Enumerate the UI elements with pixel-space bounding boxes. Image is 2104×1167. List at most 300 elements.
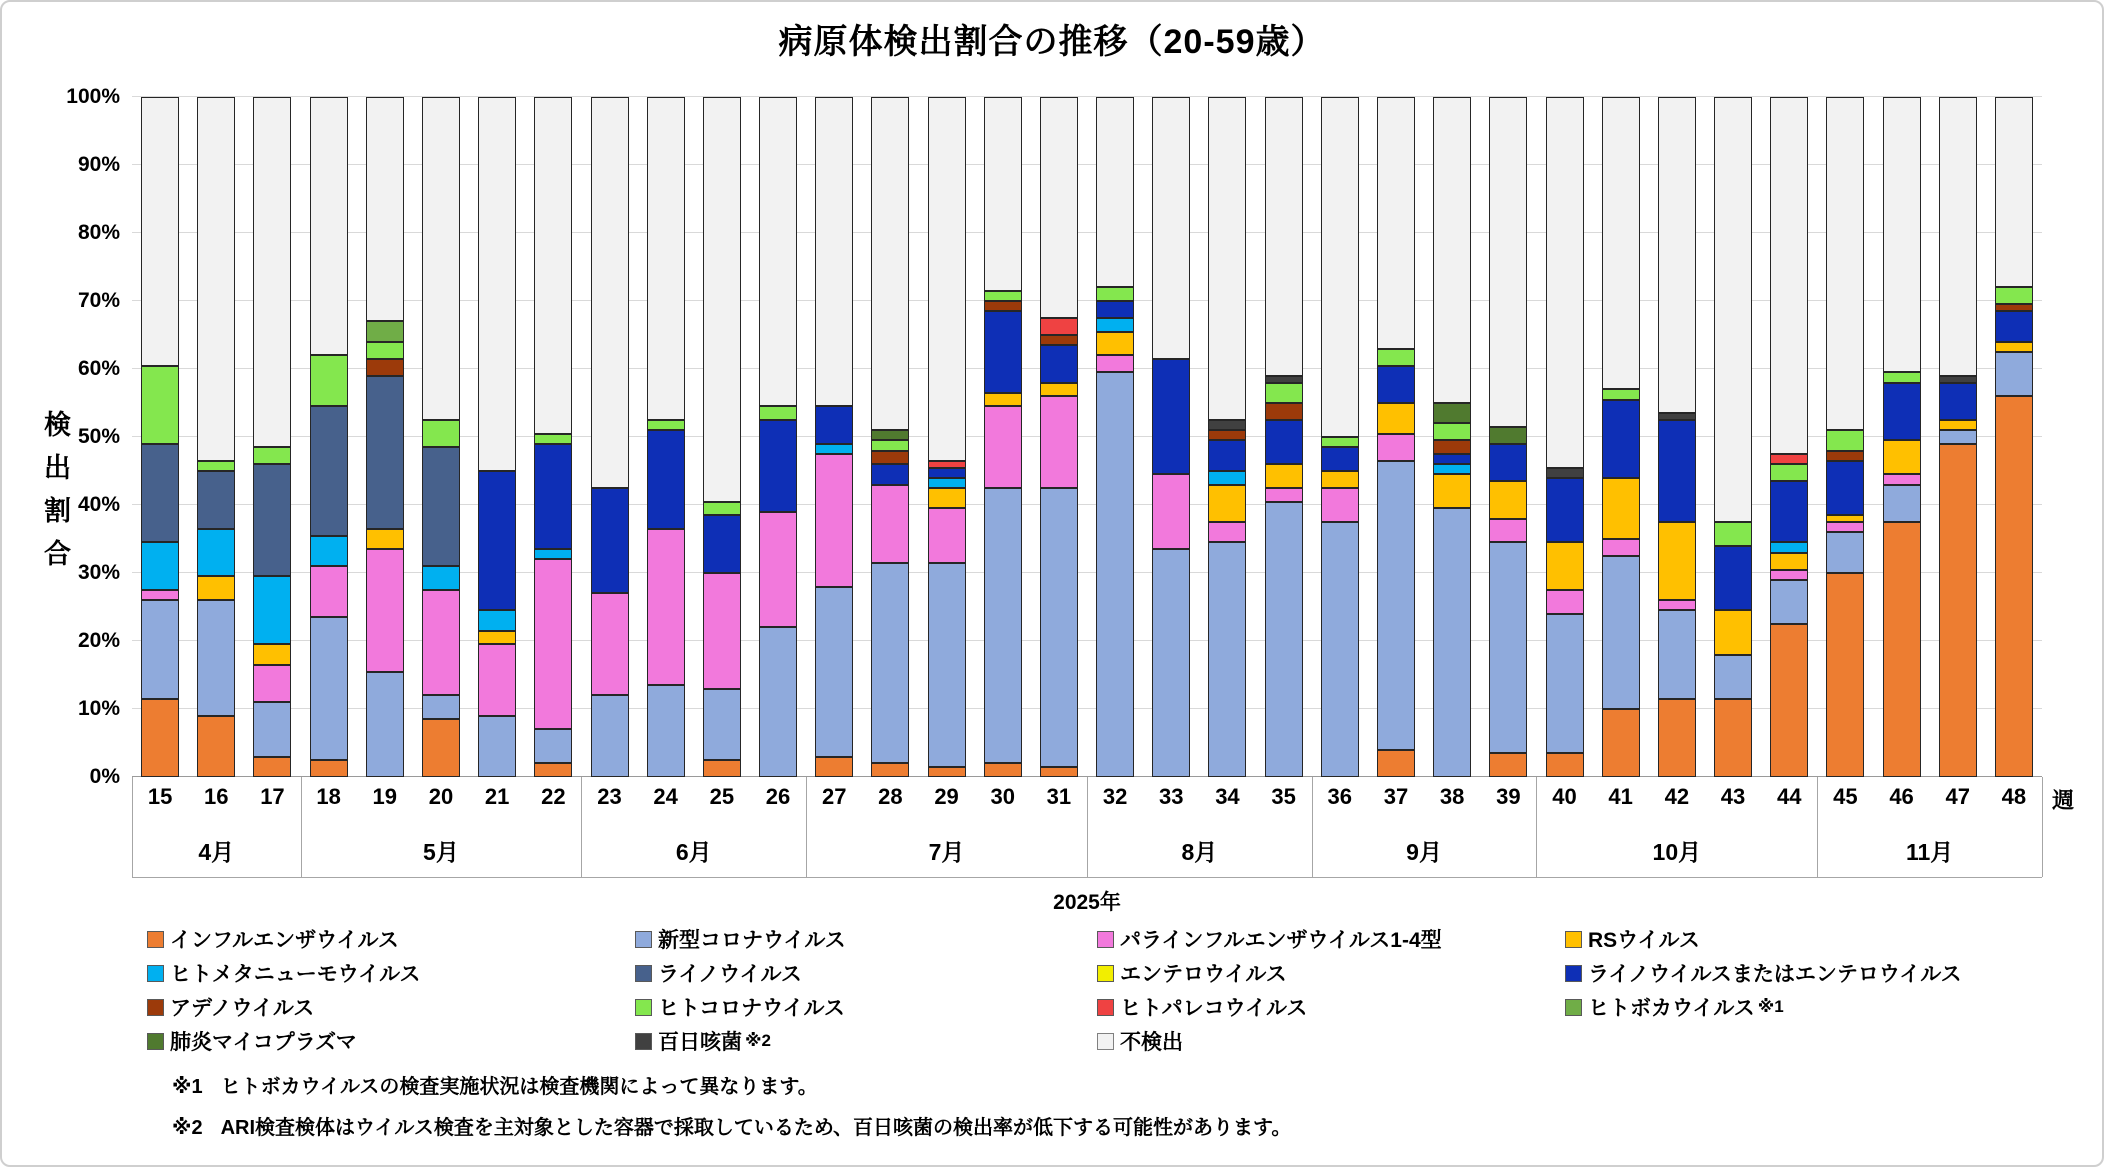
legend-swatch bbox=[1097, 965, 1114, 982]
segment-covid bbox=[422, 695, 460, 719]
segment-rsv bbox=[1433, 474, 1471, 508]
bar-week-31 bbox=[1040, 97, 1078, 777]
segment-rsv bbox=[1826, 515, 1864, 522]
segment-influenza bbox=[197, 716, 235, 777]
segment-not_detected bbox=[1377, 97, 1415, 349]
chart-title: 病原体検出割合の推移（20-59歳） bbox=[778, 23, 1326, 61]
legend-swatch bbox=[635, 965, 652, 982]
y-tick-30%: 30% bbox=[77, 561, 120, 584]
gridline-70 bbox=[132, 300, 2042, 301]
segment-rhino_or_entero bbox=[815, 406, 853, 443]
segment-hmpv bbox=[310, 536, 348, 567]
segment-parainfluenza bbox=[703, 573, 741, 689]
week-label-15: 15 bbox=[147, 784, 173, 809]
segment-bocavirus bbox=[366, 321, 404, 341]
legend-swatch bbox=[1097, 931, 1114, 948]
week-label-45: 45 bbox=[1833, 784, 1858, 809]
legend-item-14 bbox=[1097, 1024, 1565, 1058]
week-label-30: 30 bbox=[990, 784, 1015, 809]
segment-not_detected bbox=[1433, 97, 1471, 403]
week-label-46: 46 bbox=[1889, 784, 1914, 809]
month-separator bbox=[806, 777, 807, 877]
segment-parainfluenza bbox=[1321, 488, 1359, 522]
segment-parainfluenza bbox=[422, 590, 460, 695]
month-separator bbox=[1087, 777, 1088, 877]
week-label-43: 43 bbox=[1720, 784, 1746, 809]
week-label-31: 31 bbox=[1046, 784, 1072, 809]
segment-rhino_or_entero bbox=[1265, 420, 1303, 464]
segment-influenza bbox=[871, 763, 909, 777]
bar-week-36 bbox=[1321, 97, 1359, 777]
segment-not_detected bbox=[1995, 97, 2033, 287]
week-label-16: 16 bbox=[204, 784, 229, 809]
legend-label: 肺炎マイコプラズマ bbox=[170, 1031, 357, 1054]
month-label-11月: 11月 bbox=[1905, 839, 1954, 865]
segment-not_detected bbox=[1770, 97, 1808, 454]
segment-adenovirus bbox=[984, 301, 1022, 311]
segment-not_detected bbox=[1658, 97, 1696, 413]
segment-adenovirus bbox=[1826, 451, 1864, 461]
segment-hmpv bbox=[253, 576, 291, 644]
month-label-4月: 4月 bbox=[198, 839, 235, 865]
footnote-2-text: ARI検査検体はウイルス検査を主対象とした容器で採取しているため、百日咳菌の検出率が低下する可能性があります。 bbox=[220, 1117, 1292, 1139]
segment-covid bbox=[647, 685, 685, 777]
segment-covid bbox=[1096, 372, 1134, 777]
segment-not_detected bbox=[1883, 97, 1921, 372]
segment-hcov bbox=[1265, 383, 1303, 403]
y-tick-60%: 60% bbox=[77, 357, 120, 380]
bar-week-29 bbox=[928, 97, 966, 777]
segment-adenovirus bbox=[1208, 430, 1246, 440]
bar-week-19 bbox=[366, 97, 404, 777]
segment-rhino_or_entero bbox=[984, 311, 1022, 393]
segment-parainfluenza bbox=[534, 559, 572, 729]
segment-influenza bbox=[1826, 573, 1864, 777]
segment-not_detected bbox=[1152, 97, 1190, 359]
segment-parainfluenza bbox=[928, 508, 966, 562]
month-separator bbox=[132, 777, 133, 877]
segment-hmpv bbox=[1208, 471, 1246, 485]
week-label-40: 40 bbox=[1552, 784, 1577, 809]
segment-hmpv bbox=[534, 549, 572, 559]
segment-hcov bbox=[1377, 349, 1415, 366]
segment-rhino_or_entero bbox=[1208, 440, 1246, 471]
week-label-36: 36 bbox=[1327, 784, 1353, 809]
segment-hcov bbox=[703, 502, 741, 516]
segment-hcov bbox=[1826, 430, 1864, 450]
month-label-6月: 6月 bbox=[675, 839, 712, 865]
week-label-44: 44 bbox=[1776, 784, 1802, 809]
segment-influenza bbox=[1995, 396, 2033, 777]
segment-parainfluenza bbox=[759, 512, 797, 628]
segment-not_detected bbox=[703, 97, 741, 502]
segment-rsv bbox=[1714, 610, 1752, 654]
segment-rhino_or_entero bbox=[1995, 311, 2033, 342]
segment-parainfluenza bbox=[1546, 590, 1584, 614]
segment-covid bbox=[1770, 580, 1808, 624]
segment-parainfluenza bbox=[815, 454, 853, 587]
segment-hcov bbox=[1995, 287, 2033, 304]
legend-item-3 bbox=[1565, 922, 1962, 956]
month-separator bbox=[1817, 777, 1818, 877]
segment-parainfluenza bbox=[1770, 570, 1808, 580]
legend-label: インフルエンザウイルス bbox=[170, 929, 399, 952]
segment-rhino_or_entero bbox=[1883, 383, 1921, 441]
segment-mycoplasma bbox=[1433, 403, 1471, 423]
bar-week-35 bbox=[1265, 97, 1303, 777]
footnote-1 bbox=[172, 1070, 1291, 1099]
segment-rsv bbox=[928, 488, 966, 508]
week-label-24: 24 bbox=[653, 784, 678, 809]
segment-adenovirus bbox=[1995, 304, 2033, 311]
bar-week-44 bbox=[1770, 97, 1808, 777]
legend-item-5 bbox=[635, 956, 1097, 990]
segment-parainfluenza bbox=[871, 485, 909, 563]
segment-not_detected bbox=[478, 97, 516, 471]
segment-rsv bbox=[366, 529, 404, 549]
legend-sup: ※2 bbox=[745, 1031, 771, 1050]
month-separator bbox=[581, 777, 582, 877]
bar-week-42 bbox=[1658, 97, 1696, 777]
bar-week-18 bbox=[310, 97, 348, 777]
segment-rsv bbox=[253, 644, 291, 664]
segment-parainfluenza bbox=[310, 566, 348, 617]
segment-parainfluenza bbox=[1377, 434, 1415, 461]
bar-week-32 bbox=[1096, 97, 1134, 777]
segment-influenza bbox=[815, 757, 853, 777]
segment-hcov bbox=[1321, 437, 1359, 447]
segment-hcov bbox=[422, 420, 460, 447]
segment-hmpv bbox=[197, 529, 235, 577]
bar-week-39 bbox=[1489, 97, 1527, 777]
bar-week-16 bbox=[197, 97, 235, 777]
segment-not_detected bbox=[310, 97, 348, 355]
segment-parainfluenza bbox=[984, 406, 1022, 488]
legend-item-7 bbox=[1565, 956, 1962, 990]
segment-covid bbox=[1883, 485, 1921, 522]
bar-week-37 bbox=[1377, 97, 1415, 777]
segment-not_detected bbox=[1546, 97, 1584, 468]
segment-parainfluenza bbox=[253, 665, 291, 702]
segment-mycoplasma bbox=[871, 430, 909, 440]
segment-rhinovirus bbox=[253, 464, 291, 576]
legend-swatch bbox=[635, 931, 652, 948]
segment-rhino_or_entero bbox=[928, 468, 966, 478]
segment-not_detected bbox=[1208, 97, 1246, 420]
segment-hmpv bbox=[1433, 464, 1471, 474]
segment-not_detected bbox=[871, 97, 909, 430]
segment-hcov bbox=[1602, 389, 1640, 399]
segment-hcov bbox=[310, 355, 348, 406]
segment-not_detected bbox=[1265, 97, 1303, 376]
segment-covid bbox=[703, 689, 741, 760]
week-label-26: 26 bbox=[765, 784, 791, 809]
segment-covid bbox=[1995, 352, 2033, 396]
legend-swatch bbox=[147, 931, 164, 948]
bar-week-30 bbox=[984, 97, 1022, 777]
segment-rhinovirus bbox=[141, 444, 179, 543]
segment-covid bbox=[534, 729, 572, 763]
segment-influenza bbox=[141, 699, 179, 777]
week-label-32: 32 bbox=[1102, 784, 1128, 809]
gridline-50 bbox=[132, 436, 2042, 437]
segment-not_detected bbox=[1040, 97, 1078, 318]
segment-rsv bbox=[1377, 403, 1415, 434]
week-label-35: 35 bbox=[1271, 784, 1296, 809]
month-separator bbox=[1536, 777, 1537, 877]
legend-item-4 bbox=[147, 956, 635, 990]
segment-influenza bbox=[1377, 750, 1415, 777]
segment-adenovirus bbox=[1040, 335, 1078, 345]
legend-item-6 bbox=[1097, 956, 1565, 990]
bar-week-24 bbox=[647, 97, 685, 777]
segment-influenza bbox=[1040, 767, 1078, 777]
segment-covid bbox=[759, 627, 797, 777]
segment-not_detected bbox=[815, 97, 853, 406]
segment-parainfluenza bbox=[366, 549, 404, 671]
footnote-2-mark: ※2 bbox=[172, 1117, 203, 1139]
segment-not_detected bbox=[1321, 97, 1359, 437]
y-tick-40%: 40% bbox=[77, 493, 120, 516]
y-tick-20%: 20% bbox=[77, 629, 120, 652]
legend-item-8 bbox=[147, 990, 635, 1024]
segment-rsv bbox=[197, 576, 235, 600]
gridline-90 bbox=[132, 164, 2042, 165]
bar-week-25 bbox=[703, 97, 741, 777]
week-unit-label: 週 bbox=[2052, 788, 2075, 813]
segment-hcov bbox=[759, 406, 797, 420]
segment-adenovirus bbox=[871, 451, 909, 465]
segment-parechovirus bbox=[1040, 318, 1078, 335]
gridline-60 bbox=[132, 368, 2042, 369]
segment-rhino_or_entero bbox=[1939, 383, 1977, 420]
segment-rhino_or_entero bbox=[647, 430, 685, 529]
bar-week-33 bbox=[1152, 97, 1190, 777]
segment-influenza bbox=[1658, 699, 1696, 777]
segment-covid bbox=[871, 563, 909, 764]
segment-not_detected bbox=[253, 97, 291, 447]
segment-hmpv bbox=[422, 566, 460, 590]
week-label-42: 42 bbox=[1664, 784, 1690, 809]
segment-hmpv bbox=[928, 478, 966, 488]
segment-influenza bbox=[1546, 753, 1584, 777]
segment-influenza bbox=[1602, 709, 1640, 777]
segment-rsv bbox=[1602, 478, 1640, 539]
segment-influenza bbox=[1883, 522, 1921, 777]
footnote-1-text: ヒトボカウイルスの検査実施状況は検査機関によって異なります。 bbox=[220, 1076, 818, 1098]
segment-parainfluenza bbox=[1040, 396, 1078, 488]
week-label-34: 34 bbox=[1215, 784, 1240, 809]
segment-parainfluenza bbox=[1489, 519, 1527, 543]
segment-covid bbox=[141, 600, 179, 699]
segment-rhino_or_entero bbox=[478, 471, 516, 610]
y-tick-10%: 10% bbox=[77, 697, 120, 720]
segment-parainfluenza bbox=[1096, 355, 1134, 372]
segment-rhinovirus bbox=[366, 376, 404, 529]
segment-rhino_or_entero bbox=[1433, 454, 1471, 464]
segment-rhino_or_entero bbox=[1770, 481, 1808, 542]
week-label-18: 18 bbox=[316, 784, 341, 809]
segment-covid bbox=[253, 702, 291, 756]
bar-week-23 bbox=[591, 97, 629, 777]
segment-not_detected bbox=[1939, 97, 1977, 376]
y-tick-90%: 90% bbox=[77, 153, 120, 176]
bar-week-28 bbox=[871, 97, 909, 777]
segment-rhino_or_entero bbox=[1489, 444, 1527, 481]
segment-adenovirus bbox=[1265, 403, 1303, 420]
segment-pertussis bbox=[1546, 468, 1584, 478]
segment-covid bbox=[984, 488, 1022, 763]
segment-rsv bbox=[1265, 464, 1303, 488]
bar-week-46 bbox=[1883, 97, 1921, 777]
segment-hcov bbox=[197, 461, 235, 471]
month-label-8月: 8月 bbox=[1181, 839, 1218, 865]
footnote-1-mark: ※1 bbox=[172, 1076, 203, 1098]
segment-influenza bbox=[422, 719, 460, 777]
segment-parainfluenza bbox=[1658, 600, 1696, 610]
bar-week-26 bbox=[759, 97, 797, 777]
legend-swatch bbox=[1097, 1033, 1114, 1050]
segment-pertussis bbox=[1208, 420, 1246, 430]
y-tick-100%: 100% bbox=[66, 85, 120, 108]
legend-label: 百日咳菌 bbox=[658, 1031, 742, 1054]
footnote-2 bbox=[172, 1111, 1291, 1140]
week-label-38: 38 bbox=[1439, 784, 1465, 809]
segment-hmpv bbox=[1096, 318, 1134, 332]
segment-rhino_or_entero bbox=[1152, 359, 1190, 475]
segment-pertussis bbox=[1939, 376, 1977, 383]
bar-week-38 bbox=[1433, 97, 1471, 777]
legend-item-12 bbox=[147, 1024, 635, 1058]
segment-parainfluenza bbox=[1152, 474, 1190, 549]
segment-parainfluenza bbox=[1208, 522, 1246, 542]
bar-week-43 bbox=[1714, 97, 1752, 777]
month-label-7月: 7月 bbox=[928, 839, 965, 865]
segment-parainfluenza bbox=[478, 644, 516, 715]
segment-hcov bbox=[1433, 423, 1471, 440]
segment-covid bbox=[1714, 655, 1752, 699]
legend-label: ライノウイルスまたはエンテロウイルス bbox=[1588, 963, 1962, 986]
legend-swatch bbox=[147, 999, 164, 1016]
segment-covid bbox=[1546, 614, 1584, 753]
bar-week-40 bbox=[1546, 97, 1584, 777]
segment-adenovirus bbox=[366, 359, 404, 376]
segment-influenza bbox=[1939, 444, 1977, 777]
month-label-5月: 5月 bbox=[423, 839, 459, 865]
bar-week-15 bbox=[141, 97, 179, 777]
segment-hcov bbox=[647, 420, 685, 430]
legend-item-10 bbox=[1097, 990, 1565, 1024]
segment-hcov bbox=[1770, 464, 1808, 481]
legend-item-9 bbox=[635, 990, 1097, 1024]
legend-item-2 bbox=[1097, 922, 1565, 956]
year-label: 2025年 bbox=[1053, 891, 1121, 914]
axis-bottom-line bbox=[132, 877, 2042, 878]
segment-not_detected bbox=[591, 97, 629, 488]
bar-week-17 bbox=[253, 97, 291, 777]
segment-rhinovirus bbox=[310, 406, 348, 535]
gridline-40 bbox=[132, 504, 2042, 505]
legend-swatch bbox=[1565, 999, 1582, 1016]
week-label-41: 41 bbox=[1608, 784, 1633, 809]
legend-swatch bbox=[1565, 965, 1582, 982]
legend-sup: ※1 bbox=[1757, 997, 1784, 1016]
segment-parechovirus bbox=[1770, 454, 1808, 464]
legend-label: パラインフルエンザウイルス1-4型 bbox=[1120, 929, 1442, 952]
legend-label: アデノウイルス bbox=[170, 997, 315, 1020]
week-label-20: 20 bbox=[428, 784, 454, 809]
segment-hcov bbox=[1096, 287, 1134, 301]
segment-not_detected bbox=[197, 97, 235, 461]
segment-rsv bbox=[1658, 522, 1696, 600]
segment-hmpv bbox=[1770, 542, 1808, 552]
segment-parainfluenza bbox=[1602, 539, 1640, 556]
segment-parainfluenza bbox=[1883, 474, 1921, 484]
segment-not_detected bbox=[984, 97, 1022, 291]
y-tick-0%: 0% bbox=[89, 765, 120, 788]
segment-pertussis bbox=[1658, 413, 1696, 420]
legend-swatch bbox=[1097, 999, 1114, 1016]
segment-rhino_or_entero bbox=[1321, 447, 1359, 471]
segment-rsv bbox=[1489, 481, 1527, 518]
segment-not_detected bbox=[141, 97, 179, 366]
segment-parainfluenza bbox=[141, 590, 179, 600]
segment-rhino_or_entero bbox=[591, 488, 629, 593]
segment-not_detected bbox=[366, 97, 404, 321]
segment-parainfluenza bbox=[1265, 488, 1303, 502]
footnotes bbox=[172, 1070, 1291, 1152]
segment-not_detected bbox=[1489, 97, 1527, 427]
segment-rhino_or_entero bbox=[1377, 366, 1415, 403]
segment-rsv bbox=[1939, 420, 1977, 430]
segment-covid bbox=[928, 563, 966, 767]
segment-influenza bbox=[1489, 753, 1527, 777]
segment-covid bbox=[1040, 488, 1078, 767]
segment-covid bbox=[197, 600, 235, 716]
segment-covid bbox=[1602, 556, 1640, 709]
legend-item-1 bbox=[635, 922, 1097, 956]
segment-hcov bbox=[141, 366, 179, 444]
segment-adenovirus bbox=[1433, 440, 1471, 454]
segment-covid bbox=[1377, 461, 1415, 750]
segment-covid bbox=[1208, 542, 1246, 777]
segment-not_detected bbox=[759, 97, 797, 406]
segment-rhino_or_entero bbox=[534, 444, 572, 549]
segment-rhinovirus bbox=[197, 471, 235, 529]
segment-covid bbox=[1321, 522, 1359, 777]
legend-label: ヒトパレコウイルス bbox=[1120, 997, 1308, 1020]
plot-area bbox=[132, 97, 2042, 777]
gridline-20 bbox=[132, 640, 2042, 641]
legend-item-11 bbox=[1565, 990, 1962, 1024]
segment-hcov bbox=[1883, 372, 1921, 382]
bar-week-22 bbox=[534, 97, 572, 777]
segment-rhino_or_entero bbox=[1040, 345, 1078, 382]
legend-swatch bbox=[147, 1033, 164, 1050]
legend-swatch bbox=[635, 1033, 652, 1050]
bar-week-27 bbox=[815, 97, 853, 777]
legend-label: 新型コロナウイルス bbox=[658, 929, 846, 952]
bar-week-45 bbox=[1826, 97, 1864, 777]
segment-covid bbox=[591, 695, 629, 777]
month-separator bbox=[1312, 777, 1313, 877]
segment-rsv bbox=[1770, 553, 1808, 570]
segment-not_detected bbox=[534, 97, 572, 434]
week-label-23: 23 bbox=[597, 784, 622, 809]
segment-not_detected bbox=[1826, 97, 1864, 430]
bar-week-41 bbox=[1602, 97, 1640, 777]
segment-hcov bbox=[253, 447, 291, 464]
